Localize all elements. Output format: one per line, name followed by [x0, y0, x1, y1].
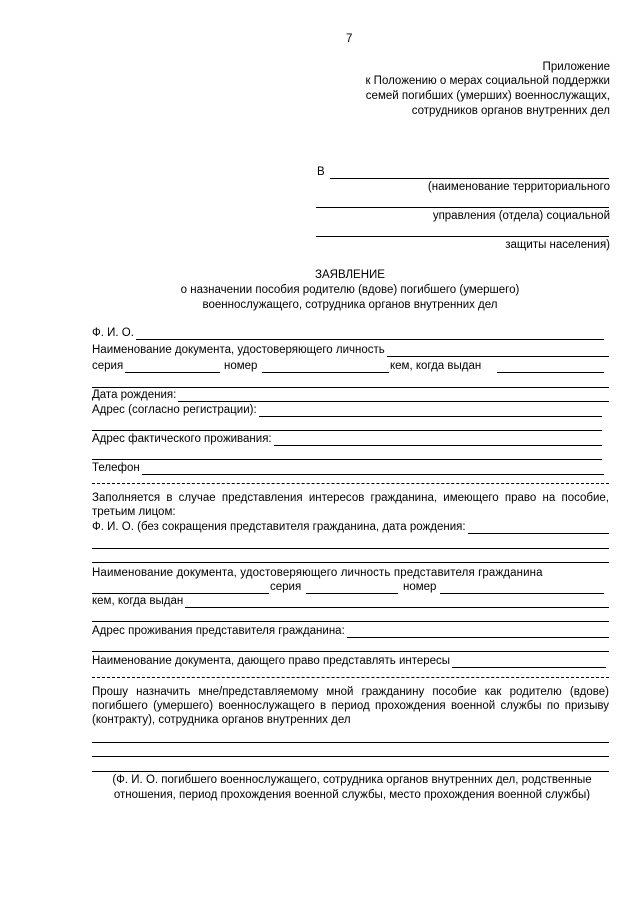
addressee-hint-3: защиты населения) — [505, 239, 610, 251]
addressee-hint-1: (наименование территориального — [427, 181, 610, 193]
issued-line-2[interactable] — [92, 387, 609, 388]
rep-fio-line-2[interactable] — [92, 548, 609, 549]
number-label: номер — [224, 360, 258, 372]
fio-line[interactable] — [92, 339, 604, 340]
series-line[interactable] — [125, 372, 220, 373]
section-divider-1 — [92, 483, 609, 484]
document-subtitle-2: военнослужащего, сотрудника органов внутренних дел — [202, 299, 498, 311]
fio-label: Ф. И. О. — [92, 327, 134, 339]
rep-number-label: номер — [403, 581, 437, 593]
addressee-prefix: В — [317, 166, 325, 178]
rep-authority-label: Наименование документа, дающего право представлять интересы — [92, 655, 451, 667]
rep-series-line[interactable] — [306, 593, 398, 594]
number-line[interactable] — [262, 372, 389, 373]
rep-fio-line-3[interactable] — [92, 562, 609, 563]
request-line-1[interactable] — [92, 742, 609, 743]
addressee-line-3[interactable] — [316, 236, 609, 237]
birth-date-label: Дата рождения: — [92, 389, 177, 401]
rep-number-line[interactable] — [440, 593, 604, 594]
page-number: 7 — [346, 33, 353, 45]
phone-line[interactable] — [92, 474, 604, 475]
request-caption: (Ф. И. О. погибшего военнослужащего, сотрудника органов внутренних дел, родственные отношения, период прохождения военной службы, место прохождения военной службы) — [112, 774, 592, 801]
rep-issued-label: кем, когда выдан — [92, 595, 184, 607]
appendix-line-4: сотрудников органов внутренних дел — [411, 105, 610, 117]
rep-series-label: серия — [270, 581, 302, 593]
request-line-2[interactable] — [92, 756, 609, 757]
rep-address-line-2[interactable] — [92, 651, 609, 652]
addressee-line-2[interactable] — [316, 207, 609, 208]
address-actual-line-2[interactable] — [92, 459, 602, 460]
appendix-line-1: Приложение — [542, 61, 610, 73]
phone-label: Телефон — [92, 462, 140, 474]
rep-id-doc-line[interactable] — [92, 593, 269, 594]
series-label: серия — [92, 360, 124, 372]
issued-label: кем, когда выдан — [390, 360, 482, 372]
appendix-line-2: к Положению о мерах социальной поддержки — [365, 75, 610, 87]
issued-line[interactable] — [497, 372, 604, 373]
address-reg-label: Адрес (согласно регистрации): — [92, 404, 257, 416]
request-line-3[interactable] — [92, 771, 609, 772]
rep-fio-label: Ф. И. О. (без сокращения представителя гражданина, дата рождения: — [92, 521, 466, 533]
addressee-hint-2: управления (отдела) социальной — [432, 210, 610, 222]
address-reg-line-2[interactable] — [92, 430, 602, 431]
rep-issued-line-2[interactable] — [92, 621, 609, 622]
request-text: Прошу назначить мне/представляемому мной гражданину пособие как родителю (вдове) погибшего (умершего) военнослужащего в период прохождения военной службы по призыву (контракту), сотрудника органов внутренних дел — [92, 686, 609, 726]
section-divider-2 — [92, 677, 609, 678]
addressee-line-1[interactable] — [330, 178, 609, 179]
address-actual-label: Адрес фактического проживания: — [92, 433, 272, 445]
appendix-line-3: семей погибших (умерших) военнослужащих, — [365, 90, 610, 102]
representative-intro: Заполняется в случае представления интересов гражданина, имеющего право на пособие, третьим лицом: — [92, 492, 609, 518]
document-subtitle-1: о назначении пособия родителю (вдове) погибшего (умершего) — [180, 284, 520, 296]
document-title: ЗАЯВЛЕНИЕ — [315, 269, 385, 281]
rep-address-label: Адрес проживания представителя гражданина: — [92, 625, 345, 637]
id-doc-label: Наименование документа, удостоверяющего личность — [92, 344, 385, 356]
rep-id-doc-label: Наименование документа, удостоверяющего личность представителя гражданина — [92, 567, 543, 579]
